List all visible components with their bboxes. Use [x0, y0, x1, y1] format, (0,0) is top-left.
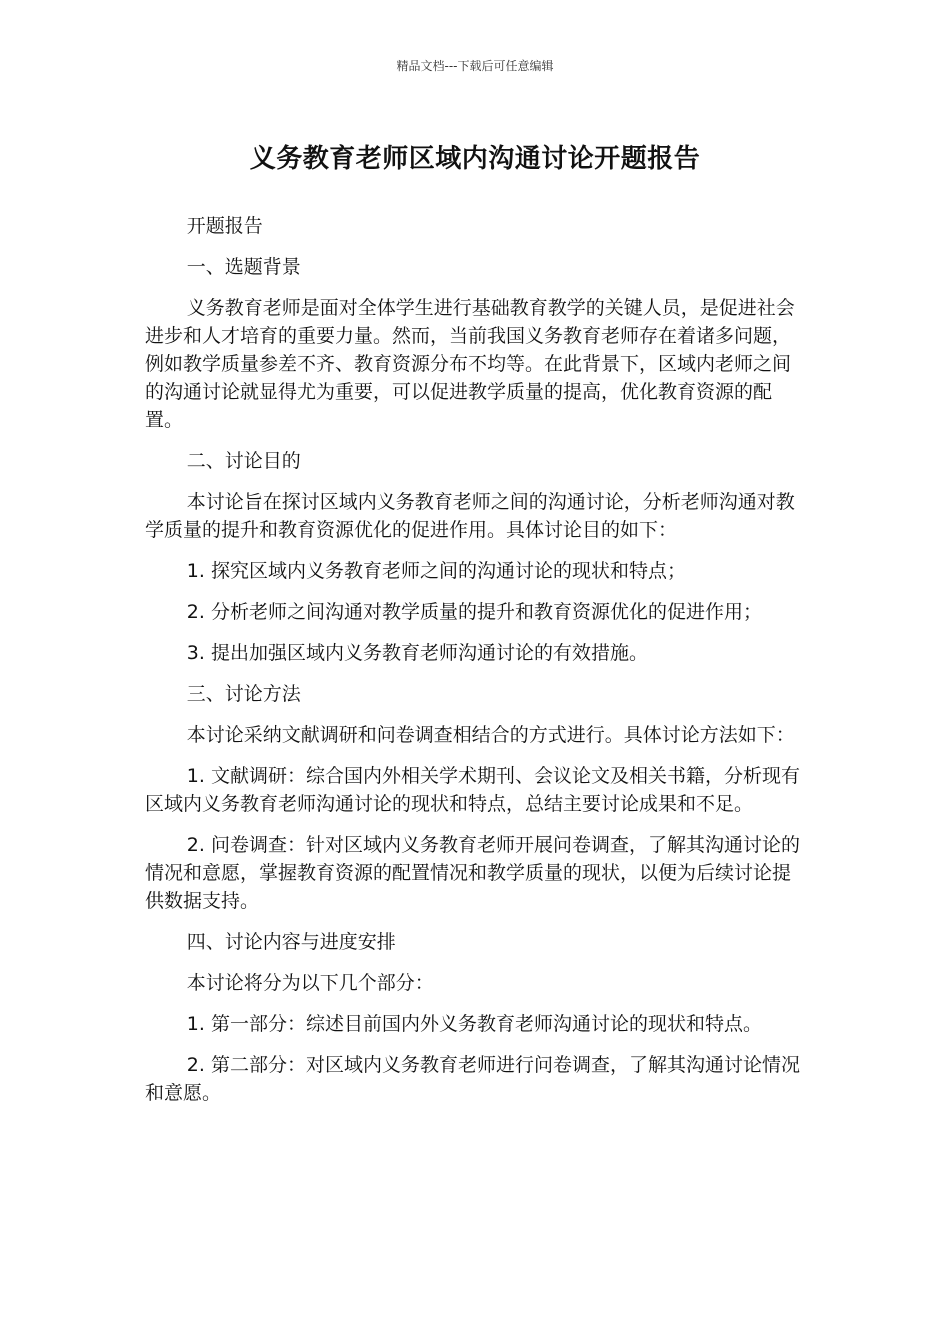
list-item: 1. 第一部分：综述目前国内外义务教育老师沟通讨论的现状和特点。 [186, 1013, 762, 1035]
section-heading: 一、选题背景 [186, 256, 301, 278]
document-title: 义务教育老师区域内沟通讨论开题报告 [249, 144, 701, 174]
list-item: 2. 分析老师之间沟通对教学质量的提升和教育资源优化的促进作用； [186, 601, 762, 623]
document-body [145, 212, 809, 1120]
body-paragraph: 本讨论将分为以下几个部分： [186, 972, 434, 994]
header-note: 精品文档---下载后可任意编辑 [396, 59, 554, 73]
body-paragraph: 义务教育老师是面对全体学生进行基础教育教学的关键人员，是促进社会进步和人才培育的重要力量。然而，当前我国义务教育老师存在着诸多问题，例如教学质量参差不齐、教育资源分布不均等。在此背景下，区域内老师之间的沟通讨论就显得尤为重要，可以促进教学质量的提高，优化教育资源的配置。 [145, 297, 795, 431]
list-item: 1. 文献调研：综合国内外相关学术期刊、会议论文及相关书籍，分析现有区域内义务教育老师沟通讨论的现状和特点，总结主要讨论成果和不足。 [145, 765, 800, 815]
body-paragraph: 本讨论采纳文献调研和问卷调查相结合的方式进行。具体讨论方法如下： [186, 724, 795, 746]
body-paragraph: 本讨论旨在探讨区域内义务教育老师之间的沟通讨论，分析老师沟通对教学质量的提升和教育资源优化的促进作用。具体讨论目的如下： [145, 491, 795, 541]
list-item: 2. 第二部分：对区域内义务教育老师进行问卷调查，了解其沟通讨论情况和意愿。 [145, 1054, 800, 1104]
list-item: 3. 提出加强区域内义务教育老师沟通讨论的有效措施。 [186, 642, 648, 664]
section-heading: 三、讨论方法 [186, 683, 301, 705]
list-item: 2. 问卷调查：针对区域内义务教育老师开展问卷调查，了解其沟通讨论的情况和意愿，掌握教育资源的配置情况和教学质量的现状，以便为后续讨论提供数据支持。 [145, 834, 800, 912]
section-heading: 四、讨论内容与进度安排 [186, 931, 396, 953]
section-heading: 二、讨论目的 [186, 450, 301, 472]
list-item: 1. 探究区域内义务教育老师之间的沟通讨论的现状和特点； [186, 560, 686, 582]
section-label: 开题报告 [186, 215, 263, 237]
